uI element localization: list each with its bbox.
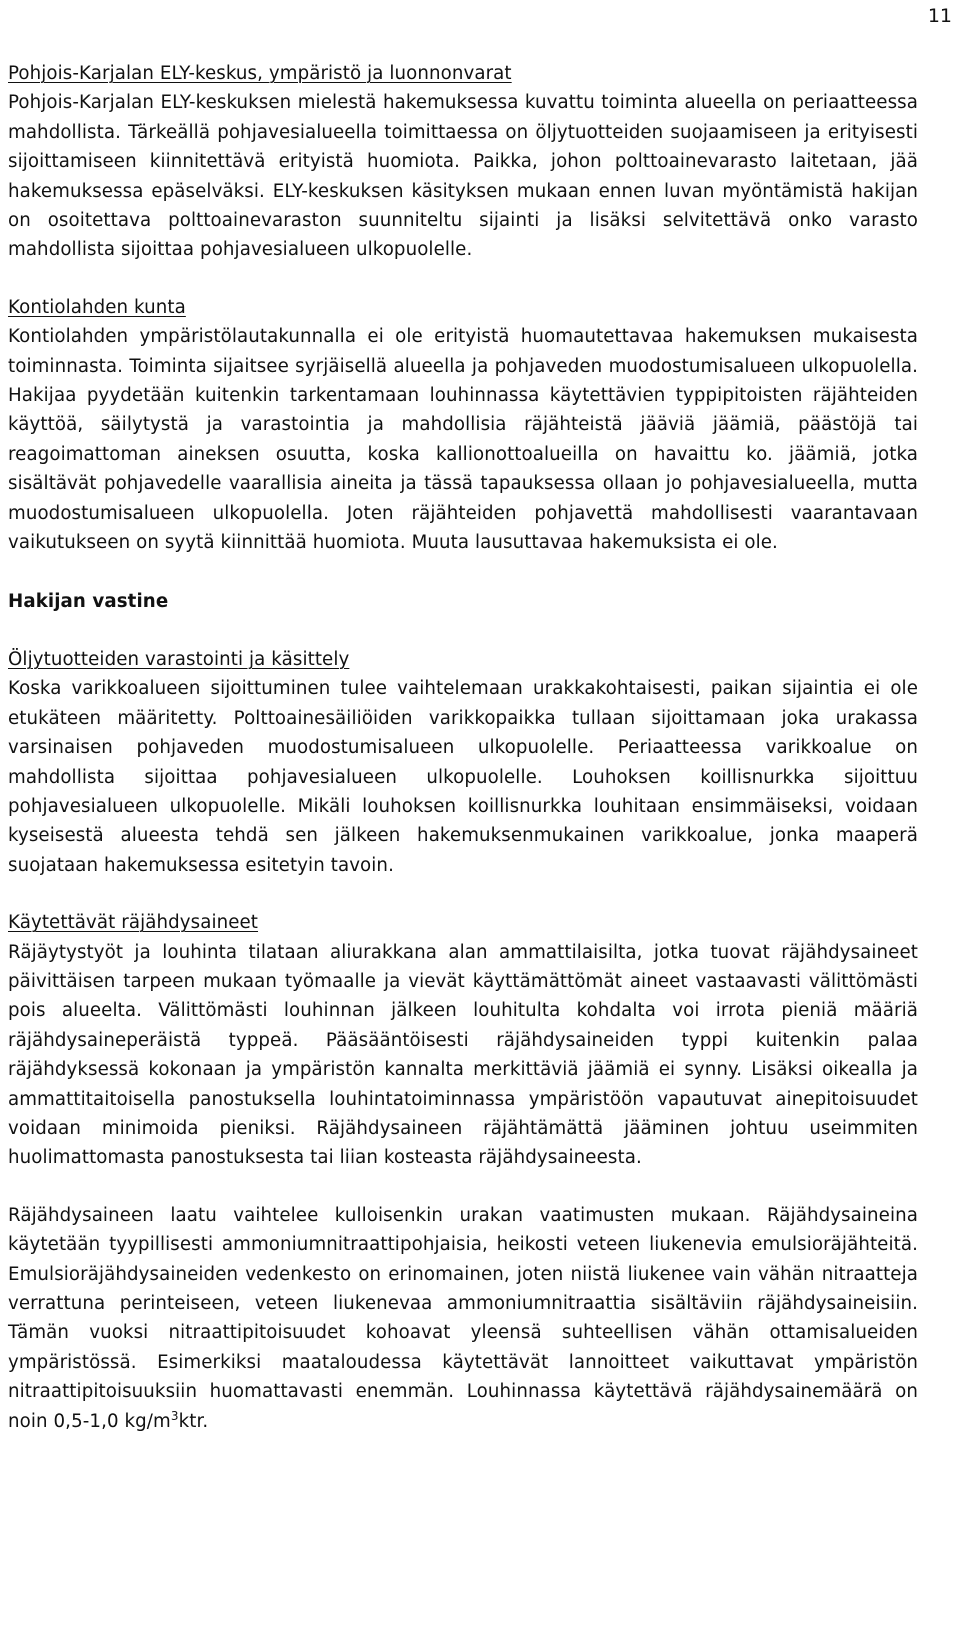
paragraph-rajahdysaineet-2 xyxy=(8,1201,918,1436)
page-number: 11 xyxy=(927,5,952,27)
paragraph-oljytuotteiden-varastointi: Koska varikkoalueen sijoittuminen tulee vaihtelemaan urakkakohtaisesti, paikan sijaintia ei ole etukäteen määritetty. Polttoainesäiliöiden varikkopaikka tullaan sijoittamaan joka urakassa varsinaisen pohjaveden muodostumisalueen ulkopuolelle. Periaatteessa varikkoalue on mahdollista sijoittaa pohjavesialueen ulkopuolelle. Louhoksen koillisnurkka sijoittuu pohjavesialueen ulkopuolelle. Mikäli louhoksen koillisnurkka louhitaan ensimmäiseksi, voidaan kyseisestä alueesta tehdä sen jälkeen hakemuksenmukainen varikkoalue, jonka maaperä suojataan hakemuksessa esitetyin tavoin. xyxy=(8,678,918,876)
paragraph-rajahdysaineet-2-tail: ktr. xyxy=(178,1410,209,1432)
heading-hakijan-vastine: Hakijan vastine xyxy=(8,590,169,612)
paragraph-kontiolahden-kunta: Kontiolahden ympäristölautakunnalla ei ole erityistä huomautettavaa hakemuksen mukaisesta toiminnasta. Toiminta sijaitsee syrjäisellä alueella ja pohjaveden muodostumisalueen ulkopuolella. Hakijaa pyydetään kuitenkin tarkentamaan louhinnassa käytettävien typpipitoisten räjähteiden käyttöä, säilytystä ja varastointia ja mahdollisia räjähteistä jääviä jäämiä, päästöjä tai reagoimattoman aineksen osuutta, koska kallionottoalueilla on havaittu ko. jäämiä, jotka sisältävät pohjavedelle vaarallisia aineita ja tässä tapauksessa ollaan jo pohjavesialueella, mutta muodostumisalueen ulkopuolella. Joten räjähteiden pohjavettä mahdollisesti vaarantavaan vaikutukseen on syytä kiinnittää huomiota. Muuta lausuttavaa hakemuksista ei ole. xyxy=(8,326,918,554)
heading-ely-keskus: Pohjois-Karjalan ELY-keskus, ympäristö ja luonnonvarat xyxy=(8,63,512,84)
paragraph-ely-keskus: Pohjois-Karjalan ELY-keskuksen mielestä hakemuksessa kuvattu toiminta alueella on periaatteessa mahdollista. Tärkeällä pohjavesialueella toimittaessa on öljytuotteiden suojaamiseen ja erityisesti sijoittamiseen kiinnitettävä erityistä huomiota. Paikka, johon polttoainevarasto laitetaan, jää hakemuksessa epäselväksi. ELY-keskuksen käsityksen mukaan ennen luvan myöntämistä hakijan on osoitettava polttoainevaraston suunniteltu sijainti ja lisäksi selvitettävä onko varasto mahdollista sijoittaa pohjavesialueen ulkopuolelle. xyxy=(8,92,918,261)
cubic-superscript: 3 xyxy=(170,1408,179,1423)
paragraph-rajahdysaineet-1: Räjäytystyöt ja louhinta tilataan aliurakkana alan ammattilaisilta, jotka tuovat räjähdysaineet päivittäisen tarpeen mukaan työmaalle ja vievät käyttämättömät aineet vastaavasti välittömästi pois alueelta. Välittömästi louhinnan jälkeen louhitulta kohdalta voi irrota pieniä määriä räjähdysaineperäistä typpeä. Pääsääntöisesti räjähdysaineiden typpi kuitenkin palaa räjähdyksessä kokonaan ja ympäristön kannalta merkittäviä jäämiä ei synny. Lisäksi oikealla ja ammattitaitoisella panostuksella louhintatoiminnassa ympäristöön vapautuvat ainepitoisuudet voidaan minimoida pieniksi. Räjähdysaineen räjähtämättä jääminen johtuu useimmiten huolimattomasta panostuksesta tai liian kosteasta räjähdysaineesta. xyxy=(8,941,918,1169)
paragraph-rajahdysaineet-2-main: Räjähdysaineen laatu vaihtelee kulloisenkin urakan vaatimusten mukaan. Räjähdysaineina käytetään tyypillisesti ammoniumnitraattipohjaisia, heikosti veteen liukenevia emulsioräjähteitä. Emulsioräjähdysaineiden vedenkesto on erinomainen, joten niistä liukenee vain vähän nitraatteja verrattuna perinteiseen, veteen liukenevaa ammoniumnitraattia sisältäviin räjähdysaineisiin. Tämän vuoksi nitraattipitoisuudet kohoavat yleensä suhteellisen vähän ottamisalueiden ympäristössä. Esimerkiksi maataloudessa käytettävät lannoitteet vaikuttavat ympäristön nitraattipitoisuuksiin huomattavasti enemmän. Louhinnassa käytettävä räjähdysainemäärä on noin 0,5-1,0 kg/m xyxy=(8,1204,918,1432)
spacer xyxy=(8,558,918,587)
heading-oljytuotteiden-varastointi: Öljytuotteiden varastointi ja käsittely xyxy=(8,648,350,670)
spacer xyxy=(8,265,918,293)
heading-kaytettavat-rajahdysaineet: Käytettävät räjähdysaineet xyxy=(8,912,259,934)
heading-kontiolahden-kunta: Kontiolahden kunta xyxy=(8,296,186,318)
spacer xyxy=(8,616,918,645)
spacer xyxy=(8,1173,918,1201)
document-body xyxy=(8,59,918,1436)
spacer xyxy=(8,880,918,908)
